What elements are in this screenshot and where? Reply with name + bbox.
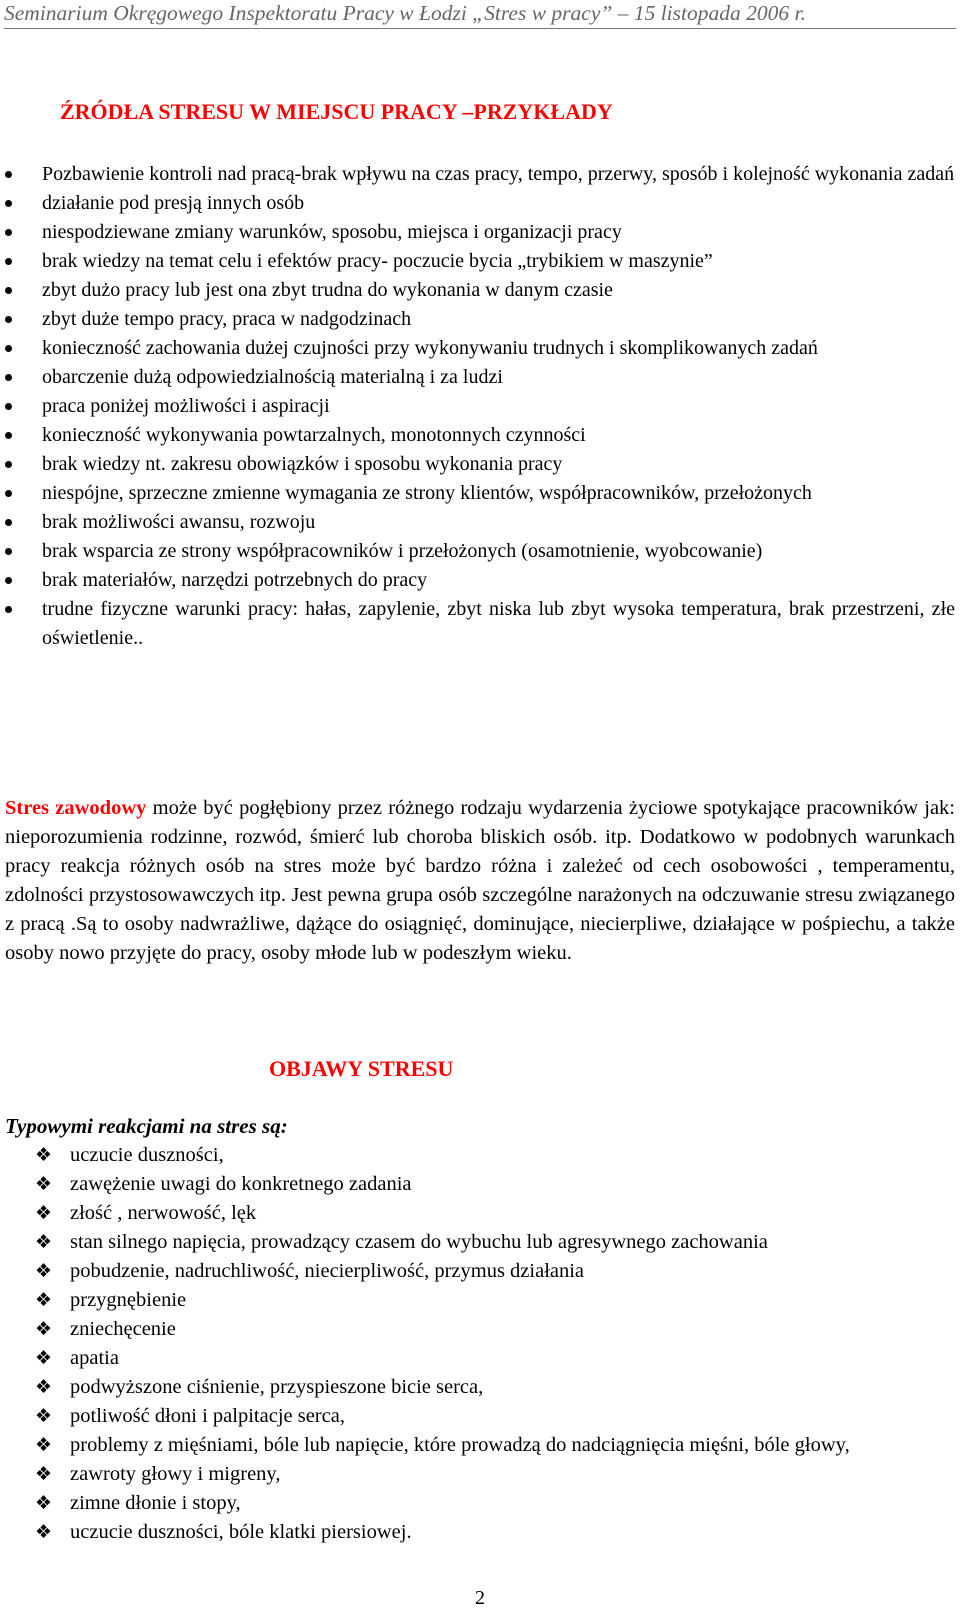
four-petal-diamond-icon: ❖: [35, 1405, 53, 1427]
four-petal-diamond-icon: ❖: [35, 1376, 53, 1398]
list-item: [0, 1315, 955, 1344]
four-petal-diamond-icon: ❖: [35, 1202, 53, 1224]
bullet-dot-icon: [5, 461, 12, 468]
stress-paragraph: [5, 794, 955, 968]
list-item: [0, 1199, 955, 1228]
list-item: [0, 479, 955, 508]
section-title-symptoms: OBJAWY STRESU: [269, 1056, 454, 1081]
list-item-text: zbyt duże tempo pracy, praca w nadgodzinach: [42, 308, 412, 330]
page-header: Seminarium Okręgowego Inspektoratu Pracy w Łodzi „Stres w pracy” – 15 listopada 2006 r.: [4, 0, 956, 29]
four-petal-diamond-icon: ❖: [35, 1231, 53, 1253]
four-petal-diamond-icon: ❖: [35, 1173, 53, 1195]
bullet-dot-icon: [5, 374, 12, 381]
list-item: [0, 1402, 955, 1431]
bullet-dot-icon: [5, 403, 12, 410]
list-item-text: zawroty głowy i migreny,: [70, 1463, 281, 1485]
list-item-text: działanie pod presją innych osób: [42, 192, 305, 214]
bullet-dot-icon: [5, 577, 12, 584]
stress-sources-list: [0, 160, 955, 653]
list-item: [0, 334, 955, 363]
list-item: [0, 1170, 955, 1199]
list-item: [0, 363, 955, 392]
list-item: [0, 276, 955, 305]
list-item-text: uczucie duszności,: [70, 1144, 224, 1166]
list-item-text: praca poniżej możliwości i aspiracji: [42, 395, 330, 417]
four-petal-diamond-icon: ❖: [35, 1144, 53, 1166]
list-item-text: konieczność zachowania dużej czujności przy wykonywaniu trudnych i skomplikowanych zadań: [42, 337, 818, 359]
bullet-dot-icon: [5, 345, 12, 352]
list-item-text: niespójne, sprzeczne zmienne wymagania ze strony klientów, współpracowników, przełożonych: [42, 482, 812, 504]
list-item-text: niespodziewane zmiany warunków, sposobu, miejsca i organizacji pracy: [42, 221, 622, 243]
list-item: [0, 450, 955, 479]
list-item-text: brak wiedzy na temat celu i efektów pracy- poczucie bycia „trybikiem w maszynie”: [42, 250, 713, 272]
list-item-text: zimne dłonie i stopy,: [70, 1492, 241, 1514]
list-item: [0, 1489, 955, 1518]
list-item: [0, 1344, 955, 1373]
list-item: [0, 1460, 955, 1489]
four-petal-diamond-icon: ❖: [35, 1492, 53, 1514]
list-item: [0, 1373, 955, 1402]
list-item: [0, 537, 955, 566]
bullet-dot-icon: [5, 229, 12, 236]
list-item-text: potliwość dłoni i palpitacje serca,: [70, 1405, 345, 1427]
list-item: [0, 1228, 955, 1257]
list-item: [0, 566, 955, 595]
list-item: [0, 1431, 955, 1460]
four-petal-diamond-icon: ❖: [35, 1463, 53, 1485]
bullet-dot-icon: [5, 200, 12, 207]
four-petal-diamond-icon: ❖: [35, 1521, 53, 1543]
bullet-dot-icon: [5, 171, 12, 178]
four-petal-diamond-icon: ❖: [35, 1318, 53, 1340]
reactions-heading: Typowymi reakcjami na stres są:: [5, 1114, 288, 1138]
bullet-dot-icon: [5, 432, 12, 439]
list-item-text: brak wiedzy nt. zakresu obowiązków i sposobu wykonania pracy: [42, 453, 563, 475]
paragraph-text: może być pogłębiony przez różnego rodzaju wydarzenia życiowe spotykające pracowników jak: nieporozumienia rodzinne, rozwód, śmierć lub choroba bliskich osób. itp. Dodatkowo w podobnych warunkach pracy reakcja różnych osób na stres może być bardzo różna i zależeć od cech osobowości , temperamentu, zdolności przystosowawczych itp. Jest pewna grupa osób szczególne narażonych na odczuwanie stresu związanego z pracą .Są to osoby nadwrażliwe, dążące do osiągnięć, dominujące, niecierpliwe, działające w pośpiechu, a także osoby nowo przyjęte do pracy, osoby młode lub w podeszłym wieku.: [5, 797, 955, 964]
list-item: [0, 1518, 955, 1547]
list-item-text: brak wsparcia ze strony współpracowników i przełożonych (osamotnienie, wyobcowanie): [42, 540, 763, 562]
list-item: [0, 305, 955, 334]
bullet-dot-icon: [5, 316, 12, 323]
list-item: [0, 421, 955, 450]
list-item-text: apatia: [70, 1347, 119, 1369]
bullet-dot-icon: [5, 490, 12, 497]
list-item: [0, 247, 955, 276]
four-petal-diamond-icon: ❖: [35, 1289, 53, 1311]
list-item-text: trudne fizyczne warunki pracy: hałas, zapylenie, zbyt niska lub zbyt wysoka temperatura, brak przestrzeni, złe oświetlenie..: [42, 598, 955, 649]
bullet-dot-icon: [5, 287, 12, 294]
paragraph-highlight: Stres zawodowy: [5, 797, 147, 819]
list-item-text: brak możliwości awansu, rozwoju: [42, 511, 316, 533]
list-item-text: pobudzenie, nadruchliwość, niecierpliwość, przymus działania: [70, 1260, 585, 1282]
bullet-dot-icon: [5, 258, 12, 265]
list-item: [0, 1257, 955, 1286]
list-item-text: problemy z mięśniami, bóle lub napięcie, które prowadzą do nadciągnięcia mięśni, bóle głowy,: [70, 1434, 850, 1456]
four-petal-diamond-icon: ❖: [35, 1260, 53, 1282]
list-item-text: stan silnego napięcia, prowadzący czasem do wybuchu lub agresywnego zachowania: [70, 1231, 768, 1253]
list-item-text: brak materiałów, narzędzi potrzebnych do pracy: [42, 569, 428, 591]
list-item: [0, 189, 955, 218]
list-item-text: podwyższone ciśnienie, przyspieszone bicie serca,: [70, 1376, 484, 1398]
list-item: [0, 595, 955, 653]
bullet-dot-icon: [5, 548, 12, 555]
list-item: [0, 392, 955, 421]
section-title-sources: ŹRÓDŁA STRESU W MIEJSCU PRACY –PRZYKŁADY: [60, 99, 613, 124]
stress-symptoms-list: [0, 1141, 955, 1547]
list-item-text: złość , nerwowość, lęk: [70, 1202, 257, 1224]
list-item-text: zbyt dużo pracy lub jest ona zbyt trudna do wykonania w danym czasie: [42, 279, 613, 301]
list-item: [0, 160, 955, 189]
list-item: [0, 218, 955, 247]
list-item: [0, 508, 955, 537]
list-item-text: zniechęcenie: [70, 1318, 176, 1340]
list-item-text: zawężenie uwagi do konkretnego zadania: [70, 1173, 412, 1195]
list-item-text: Pozbawienie kontroli nad pracą-brak wpływu na czas pracy, tempo, przerwy, sposób i kolejność wykonania zadań: [42, 163, 955, 185]
list-item-text: przygnębienie: [70, 1289, 187, 1311]
page-number: 2: [475, 1587, 485, 1609]
list-item-text: obarczenie dużą odpowiedzialnością materialną i za ludzi: [42, 366, 503, 388]
list-item-text: uczucie duszności, bóle klatki piersiowej.: [70, 1521, 412, 1543]
list-item: [0, 1141, 955, 1170]
list-item-text: konieczność wykonywania powtarzalnych, monotonnych czynności: [42, 424, 586, 446]
four-petal-diamond-icon: ❖: [35, 1347, 53, 1369]
list-item: [0, 1286, 955, 1315]
bullet-dot-icon: [5, 519, 12, 526]
four-petal-diamond-icon: ❖: [35, 1434, 53, 1456]
bullet-dot-icon: [5, 606, 12, 613]
